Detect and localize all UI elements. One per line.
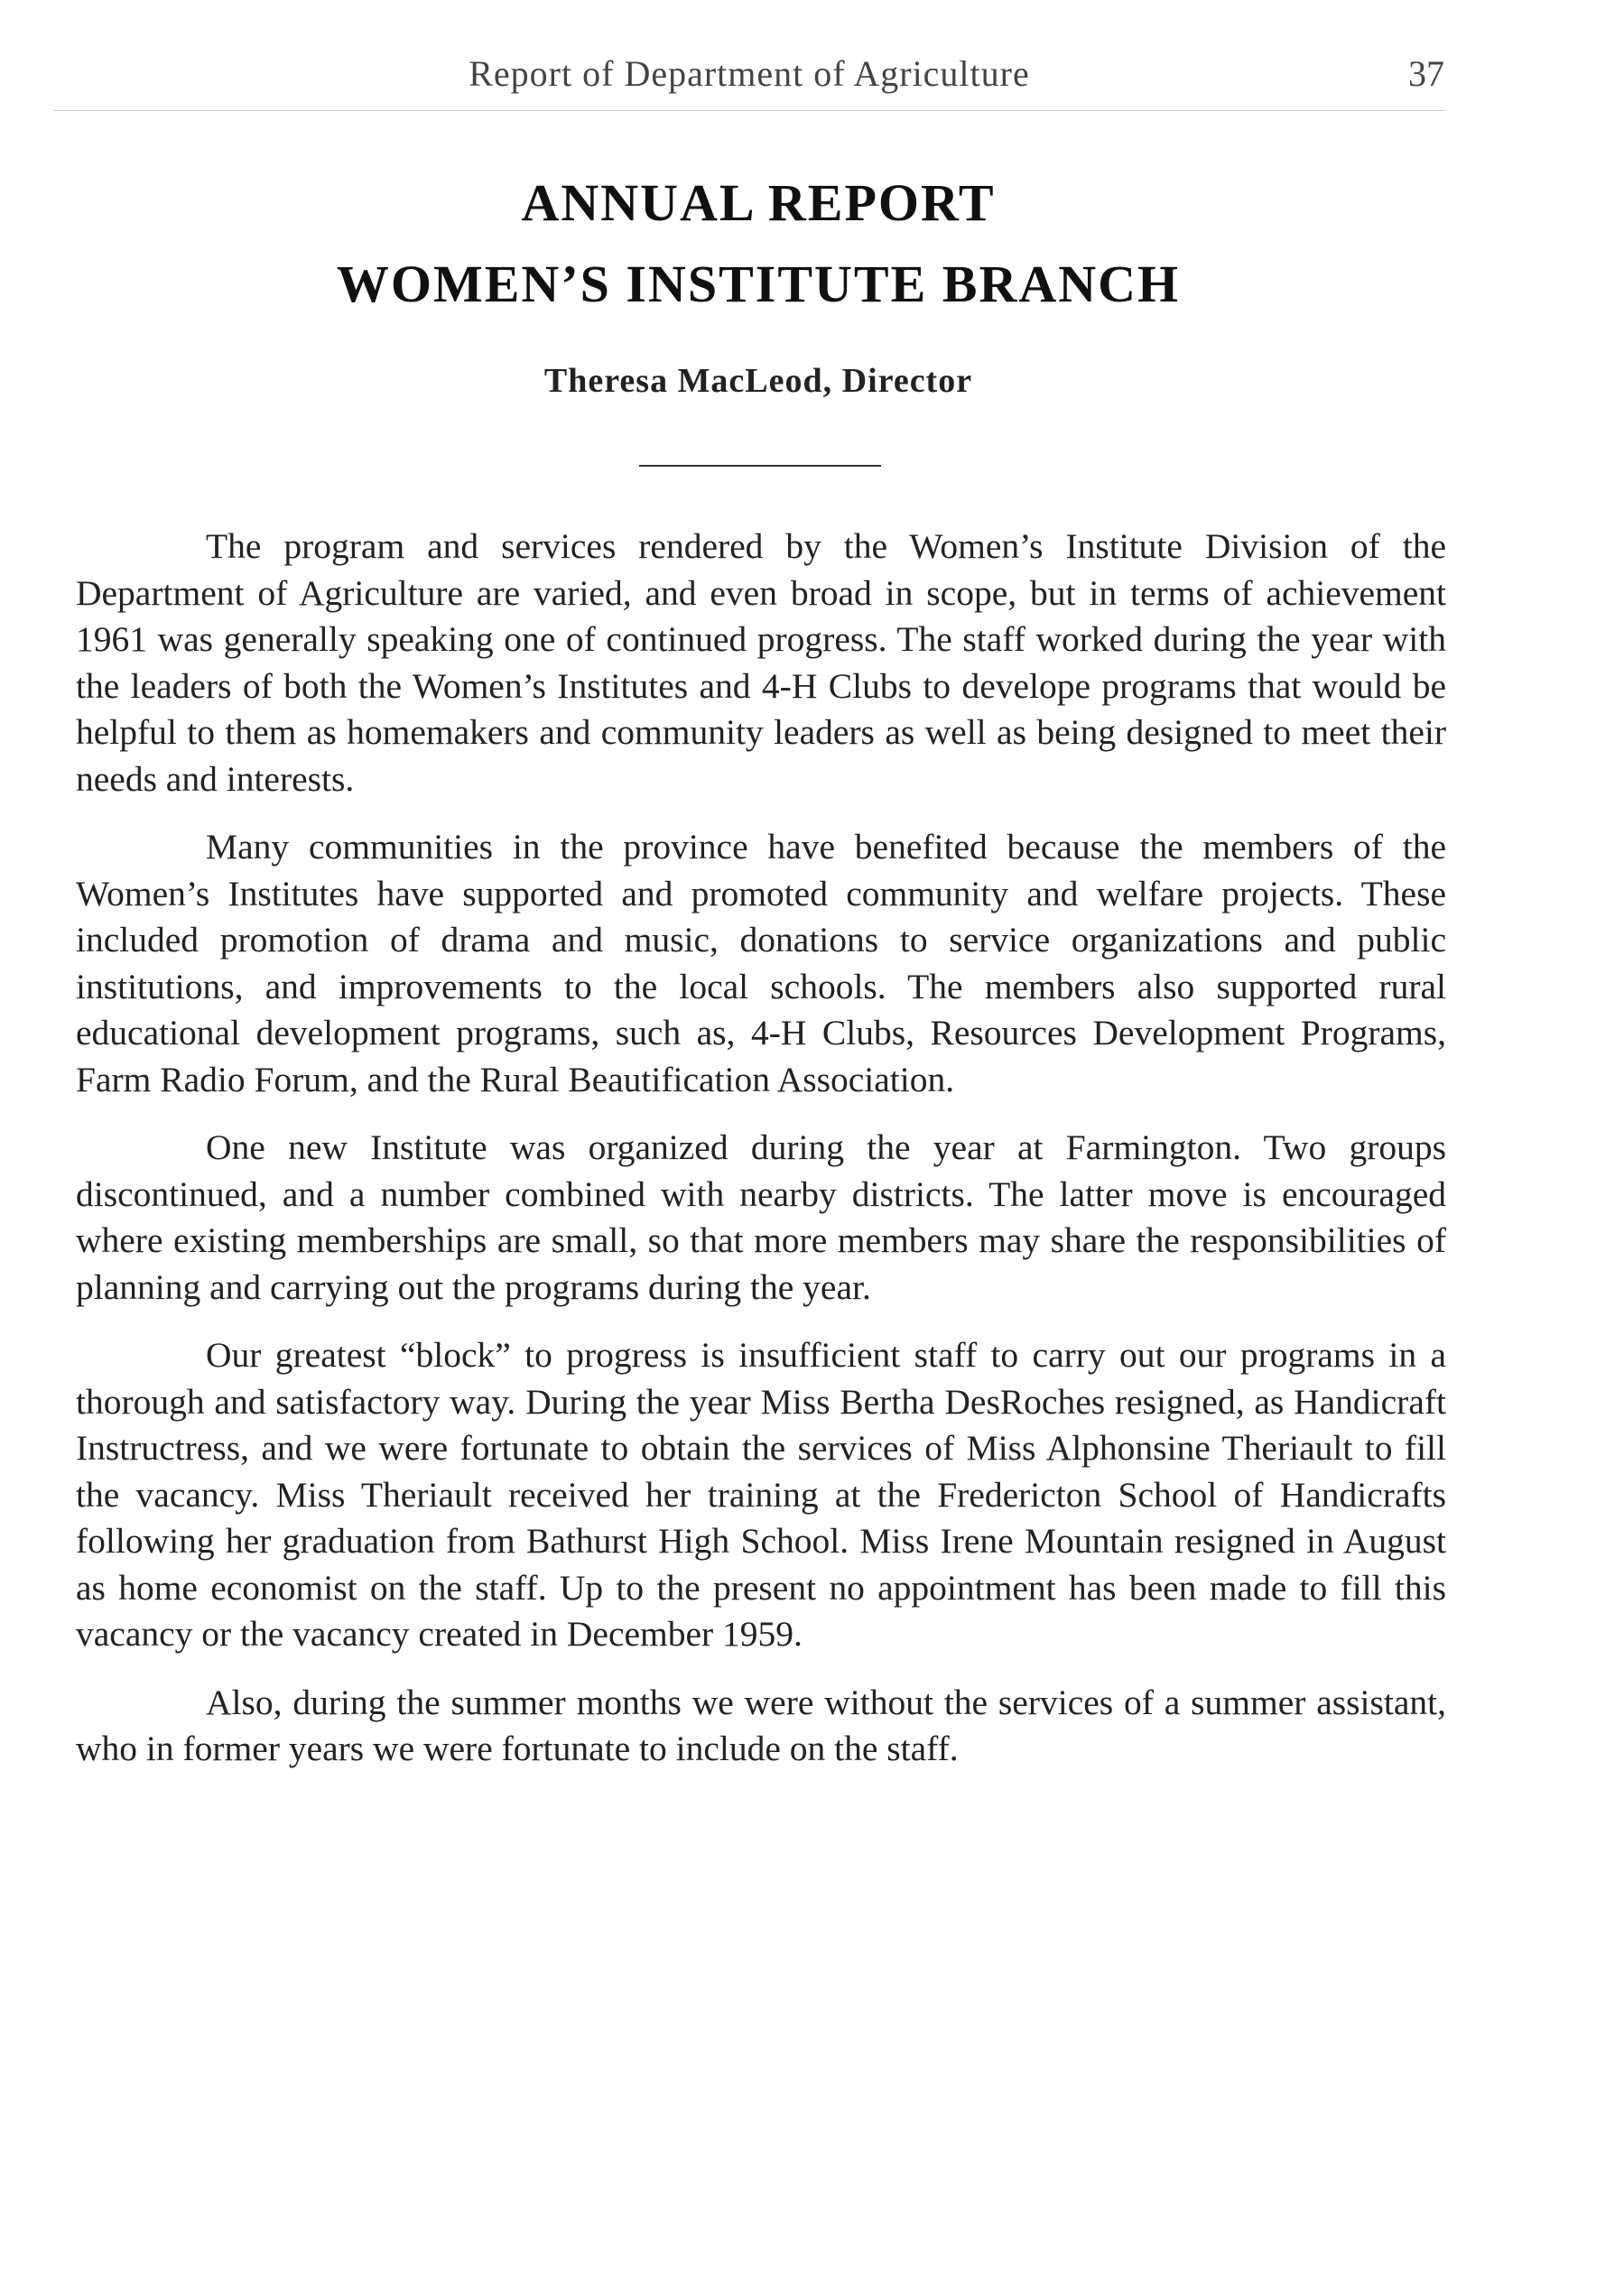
body-text [76,524,1446,1794]
page-number: 37 [1408,53,1444,94]
running-head [54,52,1444,97]
title-block [0,162,1517,401]
report-title: ANNUAL REPORT [521,173,996,232]
running-title: Report of Department of Agriculture [469,53,1030,94]
byline: Theresa MacLeod, Director [543,362,973,400]
branch-title: WOMEN’S INSTITUTE BRANCH [336,255,1181,313]
paragraph: Also, during the summer months we were without the services of a summer assistant, who in former years we were fortunate to include on the staff. [76,1682,1446,1768]
header-divider [54,110,1444,111]
paragraph: Our greatest “block” to progress is insufficient staff to carry out our programs in a thorough and satisfactory way. During the year Miss Bertha DesRoches resigned, as Handicraft Instructress, and we were fortunate to obtain the services of Miss Alphonsine Theriault to fill the vacancy. Miss Theriault received her training at the Fredericton School of Handicrafts following her graduation from Bathurst High School. Miss Irene Mountain resigned in August as home economist on the staff. Up to the present no appointment has been made to fill this vacancy or the vacancy created in December 1959. [76,1335,1446,1654]
paragraph: One new Institute was organized during the year at Farmington. Two groups discontinued, and a number combined with nearby districts. The latter move is encouraged where existing memberships are small, so that more members may share the responsibilities of planning and carrying out the programs during the year. [76,1127,1446,1307]
paragraph: Many communities in the province have benefited because the members of the Women’s Institutes have supported and promoted community and welfare projects. These included promotion of drama and music, donations to service organizations and public institutions, and improvements to the local schools. The members also supported rural educational development programs, such as, 4-H Clubs, Resources Development Programs, Farm Radio Forum, and the Rural Beautification Association. [76,827,1446,1099]
title-divider [639,465,881,467]
paragraph: The program and services rendered by the Women’s Institute Division of the Department of Agriculture are varied, and even broad in scope, but in terms of achievement 1961 was generally speaking one of continued progress. The staff worked during the year with the leaders of both the Women’s Institutes and 4-H Clubs to develope programs that would be helpful to them as homemakers and community leaders as well as being designed to meet their needs and interests. [76,526,1446,799]
